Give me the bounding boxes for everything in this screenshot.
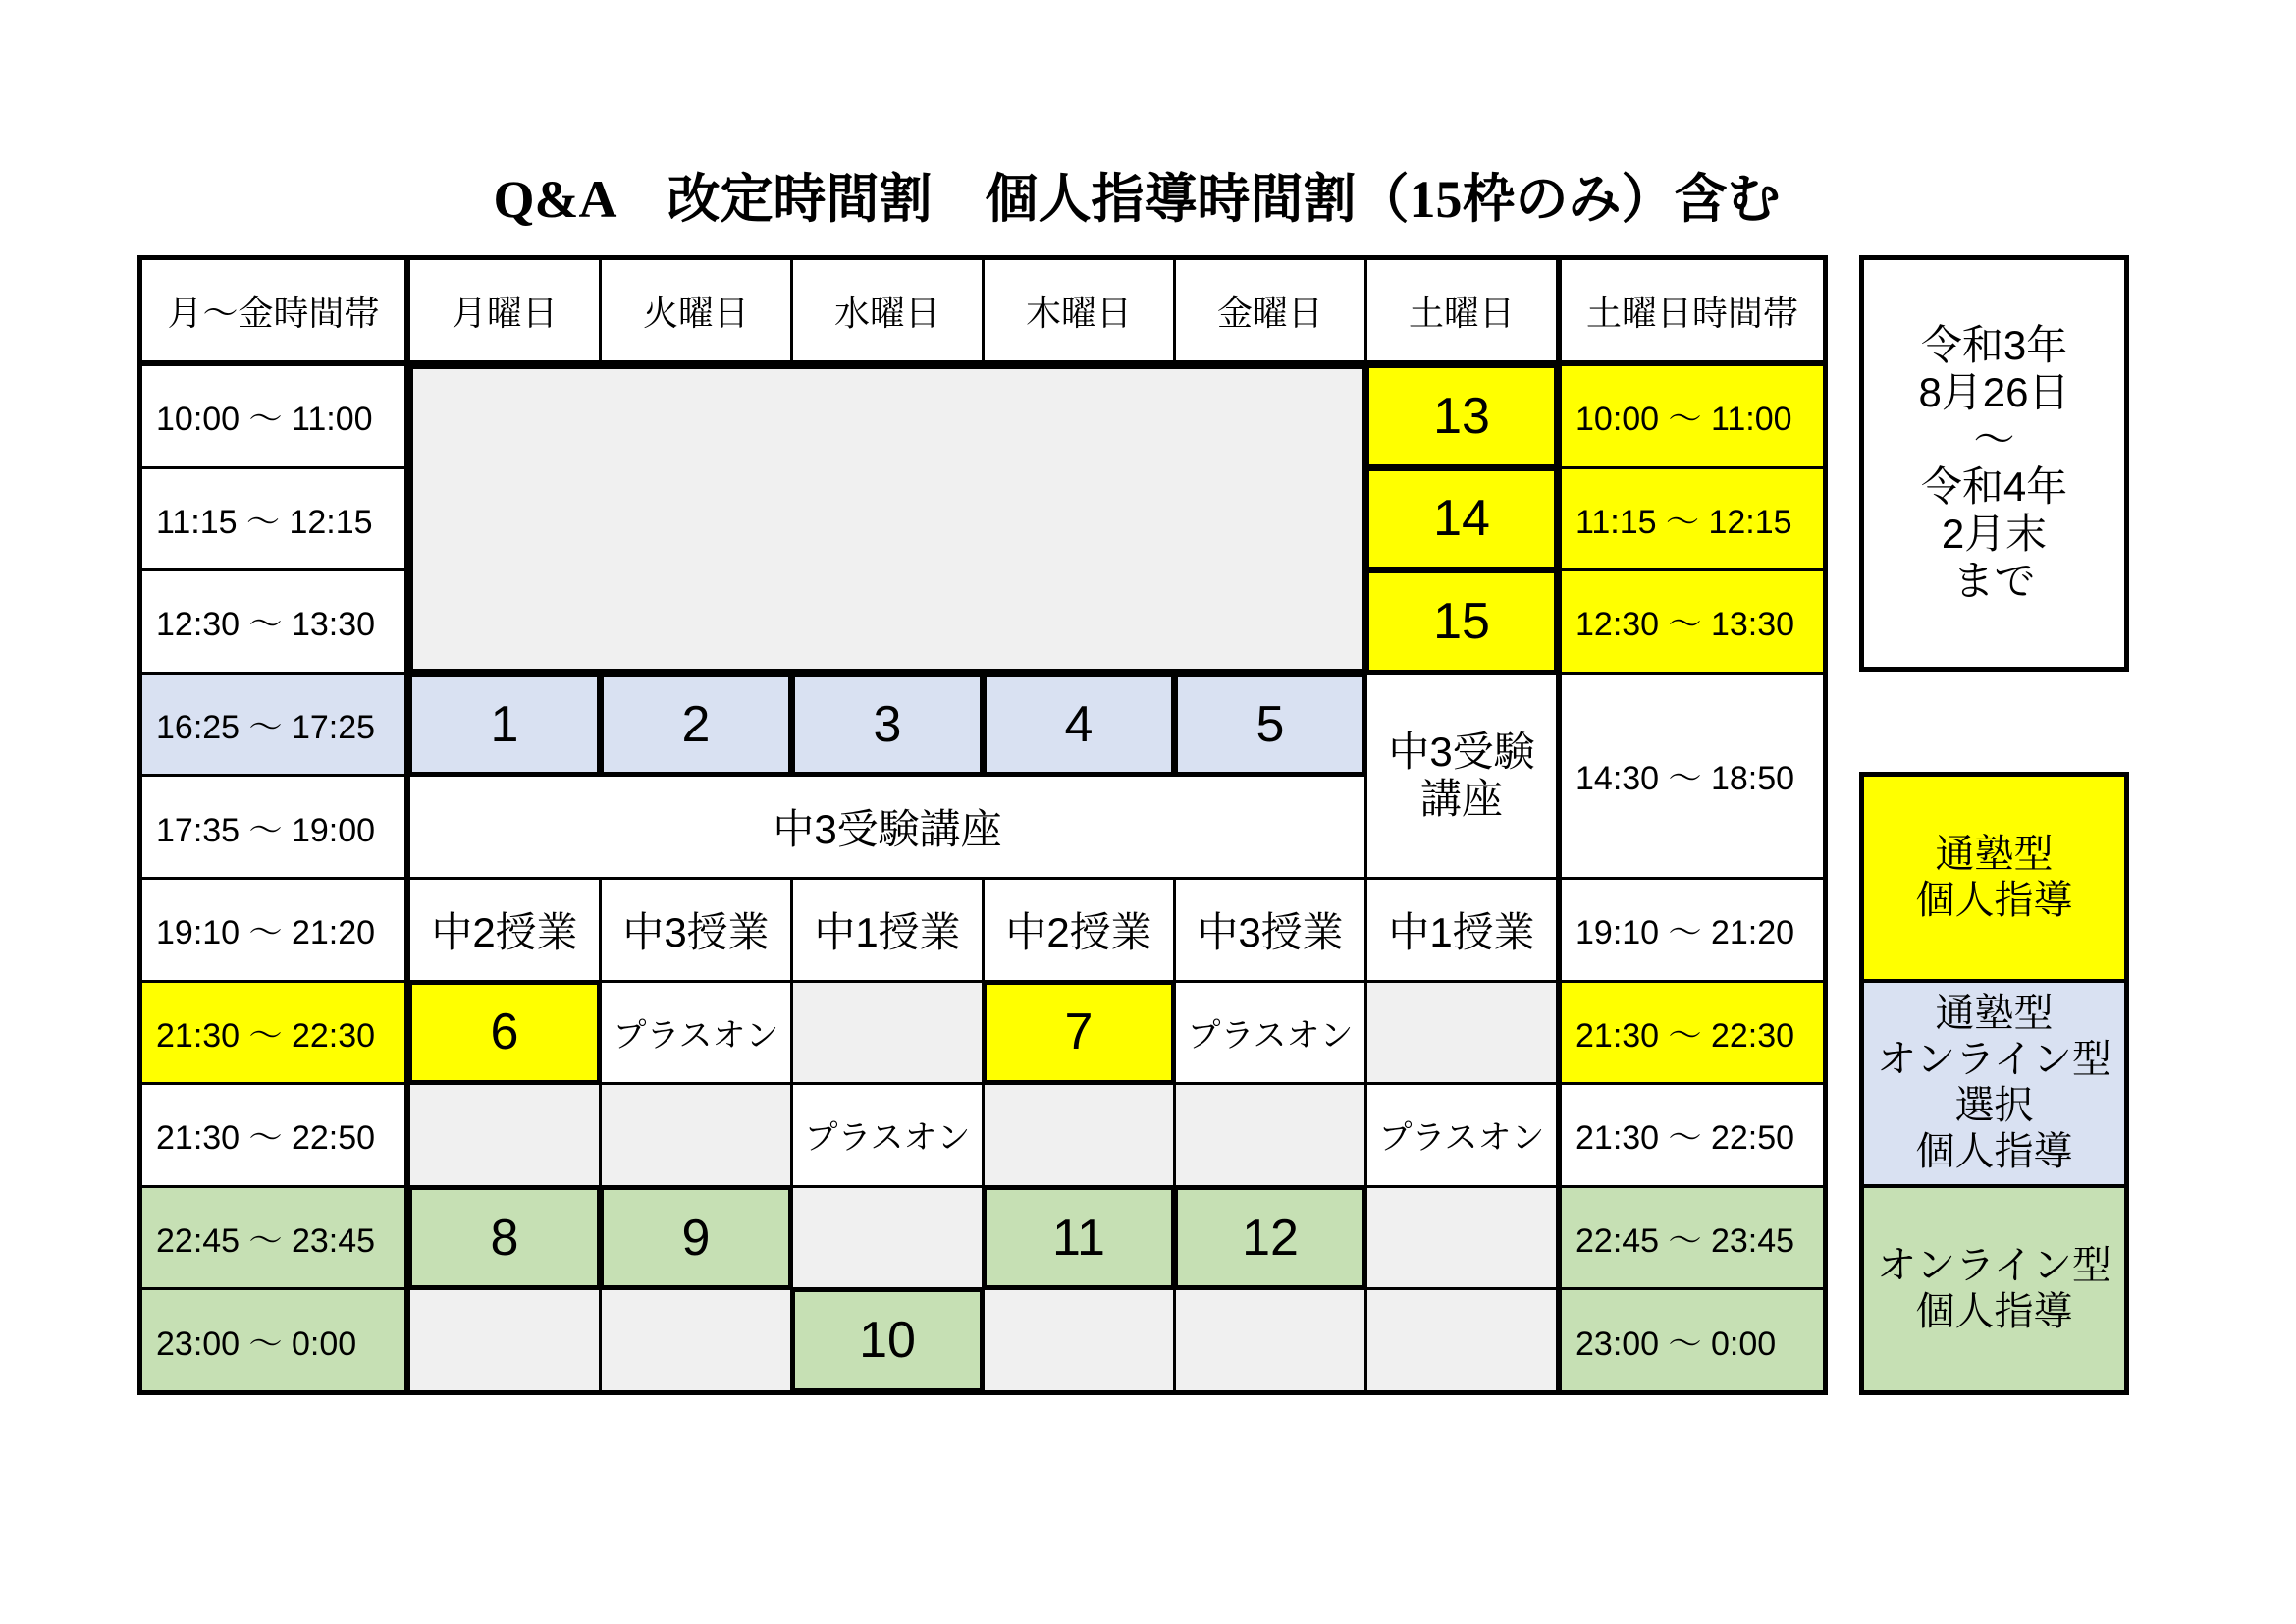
tuesday-slot-cell: 2 <box>602 675 790 775</box>
saturday-slot-cell: 14 <box>1367 469 1556 569</box>
saturday-time-cell: 12:30 ～ 13:30 <box>1559 571 1823 672</box>
friday-class-session-cell: 中3授業 <box>1176 880 1364 980</box>
tuesday-class-session-cell: 中3授業 <box>602 880 790 980</box>
saturday-empty-cell <box>1367 983 1556 1083</box>
period-line: 令和3年 <box>1920 322 2068 368</box>
period-line: 8月26日 <box>1918 369 2070 415</box>
weekday-exam-course-cell: 中3受験講座 <box>410 777 1364 877</box>
legend-line: オンライン型 <box>1877 1038 2111 1082</box>
thursday-slot-cell: 11 <box>985 1188 1173 1288</box>
thursday-empty-cell <box>985 1290 1173 1390</box>
header-weekday-time-band: 月～金時間帯 <box>142 260 407 363</box>
monday-empty-cell <box>410 1290 599 1390</box>
friday-plus-on-cell: プラスオン <box>1176 983 1364 1083</box>
monday-slot-cell: 6 <box>410 983 599 1083</box>
wednesday-empty-cell <box>793 983 982 1083</box>
wednesday-slot-cell: 3 <box>793 675 982 775</box>
friday-slot-cell: 5 <box>1176 675 1364 775</box>
weekday-time-cell: 10:00 ～ 11:00 <box>142 366 407 466</box>
weekday-morning-closed-block <box>410 366 1364 672</box>
legend-in-person-or-online-tutoring <box>1864 983 2124 1185</box>
weekday-time-cell: 17:35 ～ 19:00 <box>142 777 407 877</box>
legend-online-tutoring <box>1864 1188 2124 1390</box>
weekday-time-cell: 21:30 ～ 22:50 <box>142 1085 407 1185</box>
saturday-slot-cell: 13 <box>1367 366 1556 466</box>
weekday-time-cell: 19:10 ～ 21:20 <box>142 880 407 980</box>
exam-course-line: 中3受験 <box>1388 728 1535 775</box>
thursday-slot-cell: 4 <box>985 675 1173 775</box>
tuesday-empty-cell <box>602 1290 790 1390</box>
period-line: まで <box>1952 558 2036 604</box>
weekday-time-cell: 21:30 ～ 22:30 <box>142 983 407 1083</box>
tuesday-slot-cell: 9 <box>602 1188 790 1288</box>
friday-slot-cell: 12 <box>1176 1188 1364 1288</box>
tuesday-empty-cell <box>602 1085 790 1185</box>
friday-empty-cell <box>1176 1085 1364 1185</box>
saturday-time-cell: 10:00 ～ 11:00 <box>1559 366 1823 466</box>
weekday-time-cell: 12:30 ～ 13:30 <box>142 571 407 672</box>
header-tuesday: 火曜日 <box>602 260 790 363</box>
header-monday: 月曜日 <box>410 260 599 363</box>
thursday-class-session-cell: 中2授業 <box>985 880 1173 980</box>
header-friday: 金曜日 <box>1176 260 1364 363</box>
wednesday-plus-on-cell: プラスオン <box>793 1085 982 1185</box>
friday-empty-cell <box>1176 1290 1364 1390</box>
legend-line: 個人指導 <box>1915 1290 2073 1334</box>
saturday-empty-cell <box>1367 1290 1556 1390</box>
monday-class-session-cell: 中2授業 <box>410 880 599 980</box>
saturday-time-cell: 21:30 ～ 22:30 <box>1559 983 1823 1083</box>
saturday-time-cell: 14:30 ～ 18:50 <box>1559 675 1823 877</box>
saturday-class-session-cell: 中1授業 <box>1367 880 1556 980</box>
weekday-time-cell: 22:45 ～ 23:45 <box>142 1188 407 1288</box>
page-title: Q&A 改定時間割 個人指導時間割（15枠のみ）含む <box>493 170 1781 229</box>
period-line: 令和4年 <box>1920 463 2068 510</box>
tuesday-plus-on-cell: プラスオン <box>602 983 790 1083</box>
validity-period-box <box>1859 255 2129 672</box>
wednesday-slot-cell: 10 <box>793 1290 982 1390</box>
saturday-time-cell: 23:00 ～ 0:00 <box>1559 1290 1823 1390</box>
weekday-time-cell: 11:15 ～ 12:15 <box>142 469 407 569</box>
saturday-time-cell: 11:15 ～ 12:15 <box>1559 469 1823 569</box>
thursday-empty-cell <box>985 1085 1173 1185</box>
weekday-time-cell: 16:25 ～ 17:25 <box>142 675 407 775</box>
timetable-grid <box>137 255 1828 1395</box>
header-wednesday: 水曜日 <box>793 260 982 363</box>
legend-line: 個人指導 <box>1915 1130 2073 1174</box>
color-legend <box>1859 772 2129 1395</box>
saturday-time-cell: 21:30 ～ 22:50 <box>1559 1085 1823 1185</box>
legend-line: 個人指導 <box>1915 878 2073 922</box>
period-line: ～ <box>1973 416 2015 462</box>
wednesday-class-session-cell: 中1授業 <box>793 880 982 980</box>
saturday-empty-cell <box>1367 1188 1556 1288</box>
saturday-plus-on-cell: プラスオン <box>1367 1085 1556 1185</box>
saturday-exam-course-cell <box>1367 675 1556 877</box>
header-saturday: 土曜日 <box>1367 260 1556 363</box>
legend-line: オンライン型 <box>1877 1244 2111 1288</box>
thursday-slot-cell: 7 <box>985 983 1173 1083</box>
saturday-time-cell: 19:10 ～ 21:20 <box>1559 880 1823 980</box>
saturday-slot-cell: 15 <box>1367 571 1556 672</box>
legend-line: 通塾型 <box>1935 992 2054 1036</box>
exam-course-line: 講座 <box>1419 775 1503 822</box>
monday-empty-cell <box>410 1085 599 1185</box>
header-thursday: 木曜日 <box>985 260 1173 363</box>
legend-line: 選択 <box>1954 1084 2034 1128</box>
wednesday-empty-cell <box>793 1188 982 1288</box>
weekday-time-cell: 23:00 ～ 0:00 <box>142 1290 407 1390</box>
legend-line: 通塾型 <box>1935 832 2054 876</box>
legend-in-person-tutoring <box>1864 777 2124 979</box>
saturday-time-cell: 22:45 ～ 23:45 <box>1559 1188 1823 1288</box>
monday-slot-cell: 1 <box>410 675 599 775</box>
header-saturday-time-band: 土曜日時間帯 <box>1559 260 1823 363</box>
period-line: 2月末 <box>1941 511 2048 557</box>
monday-slot-cell: 8 <box>410 1188 599 1288</box>
